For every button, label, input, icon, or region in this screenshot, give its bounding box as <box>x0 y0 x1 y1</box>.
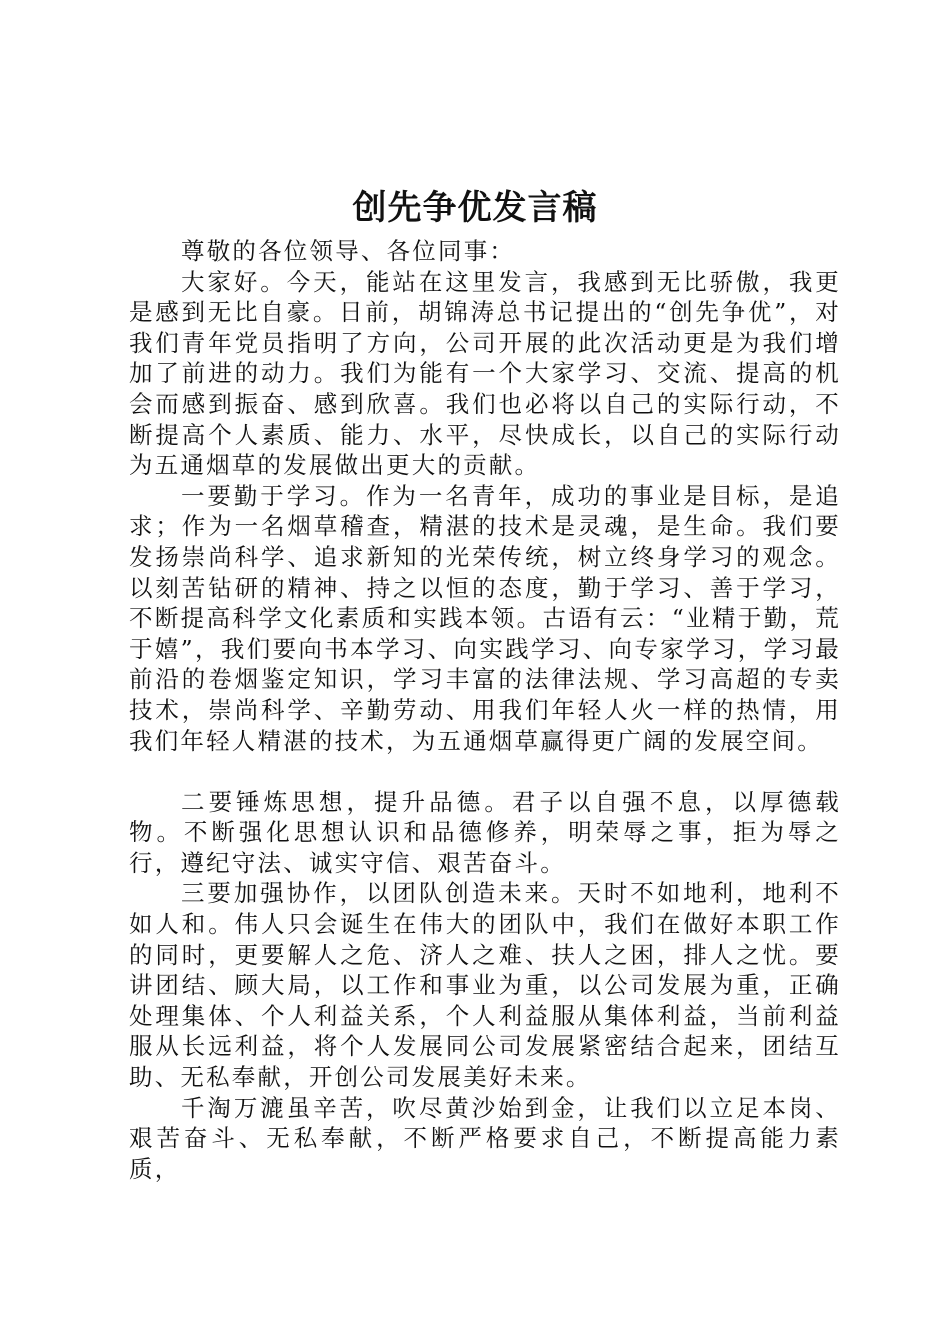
paragraph-closing: 千淘万漉虽辛苦，吹尽黄沙始到金，让我们以立足本岗、艰苦奋斗、无私奉献，不断严格要求自己，不断提高能力素质， <box>129 1093 841 1183</box>
document-title: 创先争优发言稿 <box>352 188 598 228</box>
paragraph-point-two: 二要锤炼思想，提升品德。君子以自强不息，以厚德载物。不断强化思想认识和品德修养，明荣辱之事，拒为辱之行，遵纪守法、诚实守信、艰苦奋斗。 <box>129 787 841 877</box>
salutation: 尊敬的各位领导、各位同事： <box>181 237 516 265</box>
paragraph-point-one: 一要勤于学习。作为一名青年，成功的事业是目标，是追求；作为一名烟草稽查，精湛的技术是灵魂，是生命。我们要发扬崇尚科学、追求新知的光荣传统，树立终身学习的观念。以刻苦钻研的精神、持之以恒的态度，勤于学习、善于学习，不断提高科学文化素质和实践本领。古语有云：“业精于勤，荒于嬉”，我们要向书本学习、向实践学习、向专家学习，学习最前沿的卷烟鉴定知识，学习丰富的法律法规、学习高超的专卖技术，崇尚科学、辛勤劳动、用我们年轻人火一样的热情，用我们年轻人精湛的技术，为五通烟草赢得更广阔的发展空间。 <box>129 481 841 755</box>
paragraph-intro: 大家好。今天，能站在这里发言，我感到无比骄傲，我更是感到无比自豪。日前，胡锦涛总书记提出的“创先争优”，对我们青年党员指明了方向，公司开展的此次活动更是为我们增加了前进的动力。我们为能有一个大家学习、交流、提高的机会而感到振奋、感到欣喜。我们也必将以自己的实际行动，不断提高个人素质、能力、水平，尽快成长，以自己的实际行动为五通烟草的发展做出更大的贡献。 <box>129 267 841 480</box>
document-body <box>129 236 841 1184</box>
paragraph-point-three: 三要加强协作，以团队创造未来。天时不如地利，地利不如人和。伟人只会诞生在伟大的团队中，我们在做好本职工作的同时，更要解人之危、济人之难、扶人之困，排人之忧。要讲团结、顾大局，以工作和事业为重，以公司发展为重，正确处理集体、个人利益关系，个人利益服从集体利益，当前利益服从长远利益，将个人发展同公司发展紧密结合起来，团结互助、无私奉献，开创公司发展美好未来。 <box>129 879 841 1092</box>
